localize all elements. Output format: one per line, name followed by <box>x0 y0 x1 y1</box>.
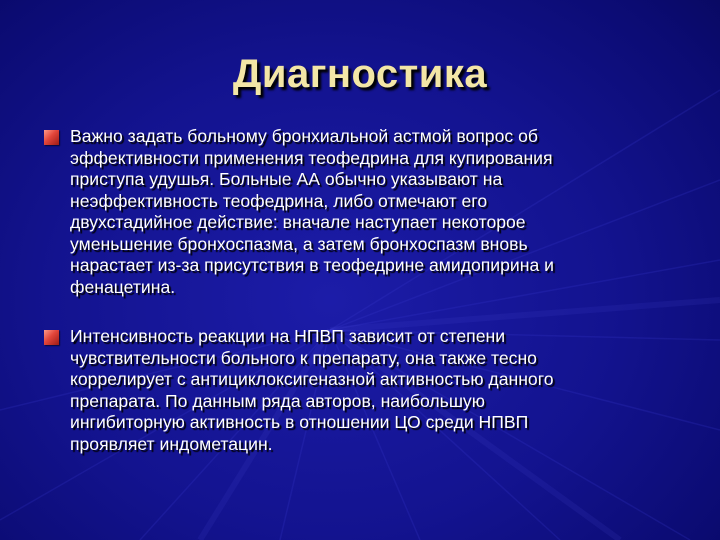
bullet-item <box>44 126 684 298</box>
red-square-bullet-icon <box>44 130 59 145</box>
bullet-item <box>44 326 684 455</box>
bullet-list <box>44 126 684 483</box>
slide-title: Диагностика <box>232 52 488 96</box>
red-square-bullet-icon <box>44 330 59 345</box>
bullet-text: Интенсивность реакции на НПВП зависит от степени чувствительности больного к препарату, она также тесно коррелирует с антициклоксигеназной активностью данного препарата. По данным ряда авторов, наибольшую ингибиторную активность в отношении ЦО среди НПВП проявляет индометацин. <box>70 326 554 454</box>
bullet-text: Важно задать больному бронхиальной астмой вопрос об эффективности применения теофедрина для купирования приступа удушья. Больные АА обычно указывают на неэффективность теофедрина, либо отмечают его двухстадийное действие: вначале наступает некоторое уменьшение бронхоспазма, а затем бронхоспазм вновь нарастает из-за присутствия в теофедрине амидопирина и фенацетина. <box>70 126 554 297</box>
